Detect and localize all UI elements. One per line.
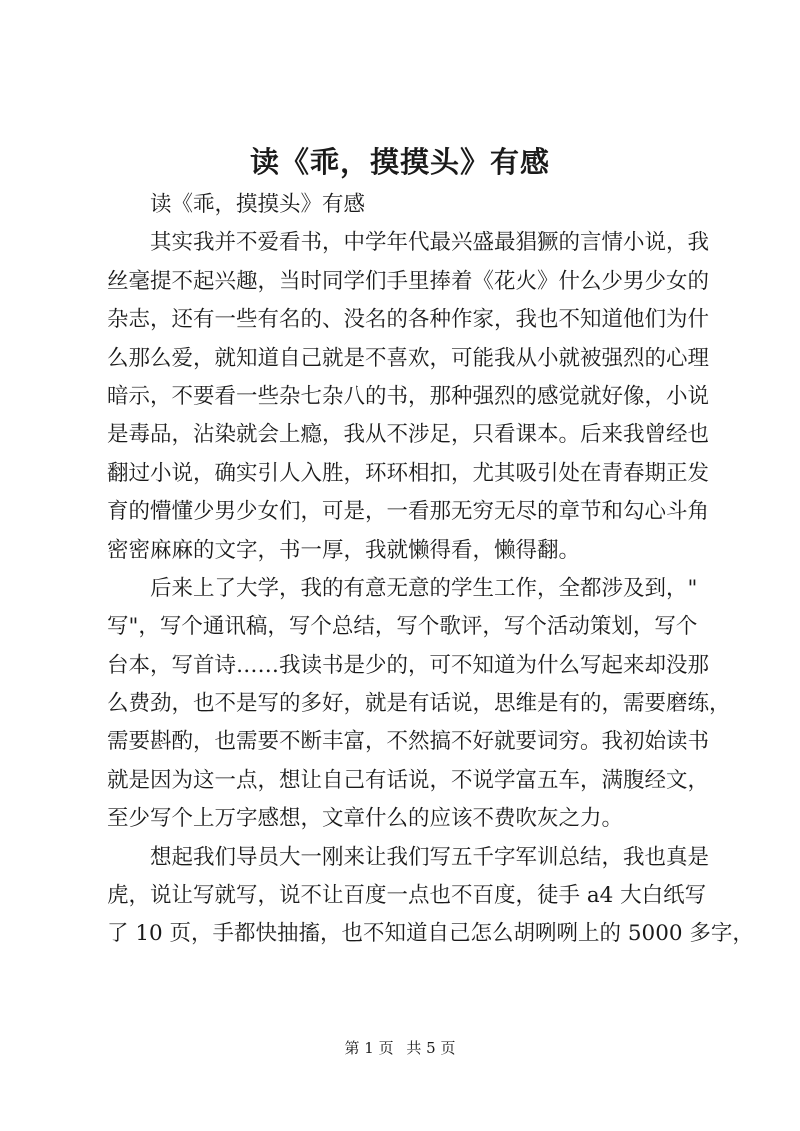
paragraph-line: 写"，写个通讯稿，写个总结，写个歌评，写个活动策划，写个 — [107, 614, 698, 640]
page-footer — [0, 1038, 800, 1058]
paragraph-line: 是毒品，沾染就会上瘾，我从不涉足，只看课本。后来我曾经也 — [107, 422, 710, 448]
paragraph-line: 虎，说让写就写，说不让百度一点也不百度，徒手 a4 大白纸写 — [107, 883, 707, 909]
paragraph-line: 翻过小说，确实引人入胜，环环相扣，尤其吸引处在青春期正发 — [107, 460, 710, 486]
paragraph-line: 想起我们导员大一刚来让我们写五千字军训总结，我也真是 — [150, 844, 710, 870]
document-subtitle: 读《乖，摸摸头》有感 — [150, 192, 366, 217]
paragraph-line: 台本，写首诗……我读书是少的，可不知道为什么写起来却没那 — [107, 652, 710, 678]
paragraph-line: 密密麻麻的文字，书一厚，我就懒得看，懒得翻。 — [107, 537, 581, 563]
paragraph-line: 其实我并不爱看书，中学年代最兴盛最猖獗的言情小说，我 — [150, 230, 710, 256]
paragraph-line: 育的懵懂少男少女们，可是，一看那无穷无尽的章节和勾心斗角 — [107, 499, 710, 525]
paragraph-line: 就是因为这一点，想让自己有话说，不说学富五车，满腹经文， — [107, 767, 710, 793]
document-body — [107, 186, 754, 954]
paragraph-line: 么那么爱，就知道自己就是不喜欢，可能我从小就被强烈的心理 — [107, 345, 710, 371]
paragraph-line: 需要斟酌，也需要不断丰富，不然搞不好就要词穷。我初始读书 — [107, 729, 710, 755]
paragraph-line: 杂志，还有一些有名的、没名的各种作家，我也不知道他们为什 — [107, 307, 710, 333]
document-title: 读《乖，摸摸头》有感 — [249, 145, 550, 179]
paragraph-line: 么费劲，也不是写的多好，就是有话说，思维是有的，需要磨练， — [107, 691, 731, 717]
paragraph-line: 丝毫提不起兴趣，当时同学们手里捧着《花火》什么少男少女的 — [107, 268, 710, 294]
paragraph-line: 暗示，不要看一些杂七杂八的书，那种强烈的感觉就好像，小说 — [107, 383, 710, 409]
paragraph-line: 了 10 页，手都快抽搐，也不知道自己怎么胡咧咧上的 5000 多字， — [107, 921, 754, 947]
page-number-total: 共 5 页 — [406, 1039, 456, 1057]
paragraph-line: 至少写个上万字感想，文章什么的应该不费吹灰之力。 — [107, 806, 624, 832]
paragraph-line: 后来上了大学，我的有意无意的学生工作，全都涉及到，" — [150, 575, 698, 601]
page-number-current: 第 1 页 — [344, 1039, 394, 1057]
